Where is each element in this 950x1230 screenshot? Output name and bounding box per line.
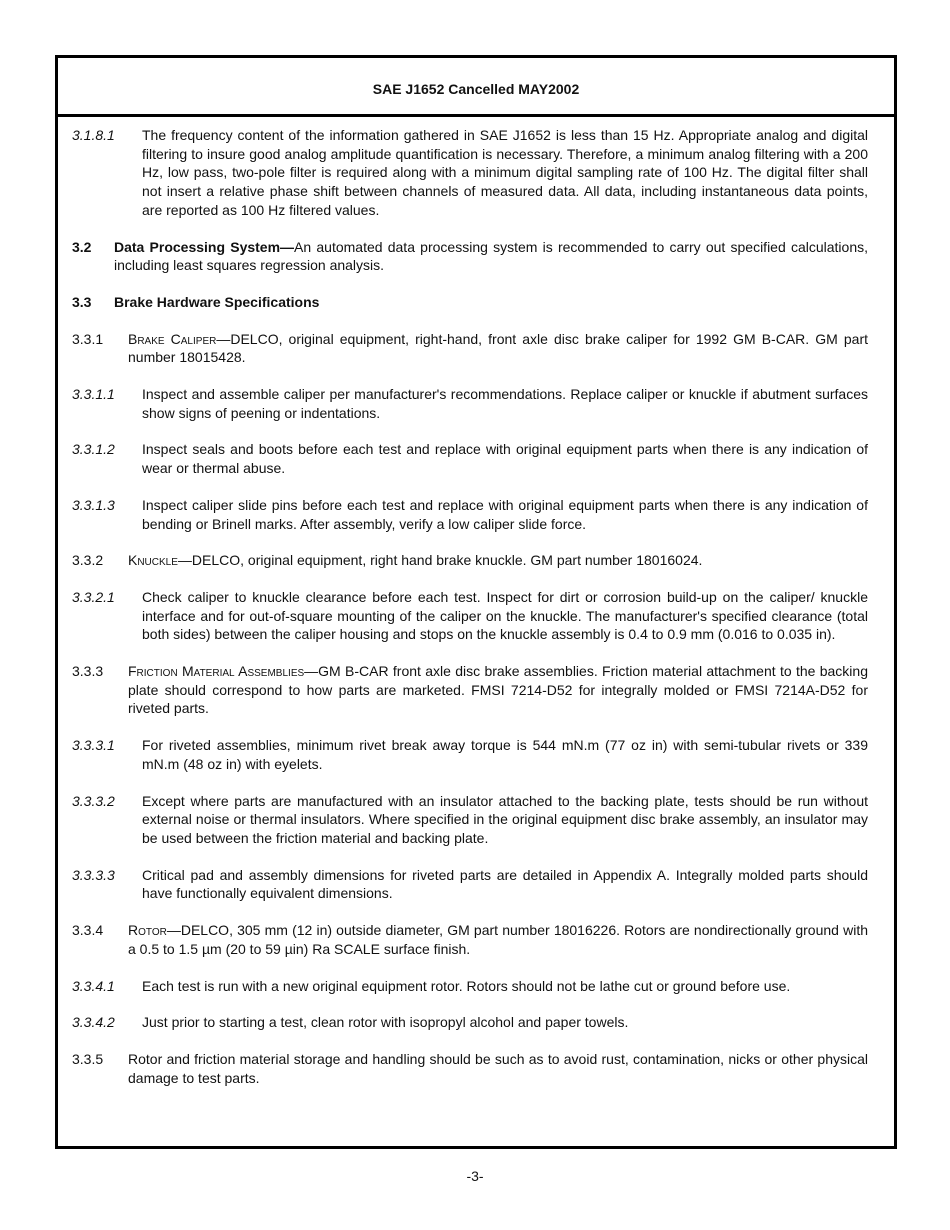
section-number: 3.3.3 (72, 663, 104, 680)
paragraph-3-3-1-2 (72, 440, 868, 477)
page-header (58, 58, 894, 117)
paragraph-3-3-4 (72, 921, 868, 958)
section-heading: Data Processing System— (114, 238, 295, 255)
section-number: 3.3.4.1 (72, 977, 115, 994)
paragraph-3-3-4-2 (72, 1013, 868, 1032)
paragraph-text: Critical pad and assembly dimensions for riveted parts are detailed in Appendix A. Integrally molded parts should have functionally equivalent dimensions. (142, 866, 868, 902)
paragraph-text: The frequency content of the information gathered in SAE J1652 is less than 15 Hz. Appropriate analog and digital filtering to insure good analog amplitude quantification is necessary. Therefore, a minimum analog filtering with a 200 Hz, low pass, two-pole filter is required along with a minimum digital sampling rate of 100 Hz. The digital filter shall not insert a relative phase shift between channels of measured data. All data, including instantaneous data points, are reported as 100 Hz filtered values. (142, 127, 868, 218)
paragraph-3-1-8-1 (72, 126, 868, 220)
paragraph-text: An automated data processing system is recommended to carry out specified calculations, including least squares regression analysis. (114, 238, 868, 274)
paragraph-text: Inspect seals and boots before each test and replace with original equipment parts when there is any indication of wear or thermal abuse. (142, 441, 868, 477)
section-number: 3.3.1.2 (72, 441, 115, 458)
paragraph-text: —DELCO, 305 mm (12 in) outside diameter, GM part number 18016226. Rotors are nondirectionally ground with a 0.5 to 1.5 µm (20 to 59 µin) Ra SCALE surface finish. (128, 922, 868, 957)
paragraph-3-3-1 (72, 330, 868, 367)
paragraph-3-3-3-1 (72, 736, 868, 773)
paragraph-3-3-1-1 (72, 385, 868, 422)
section-number: 3.3.1.3 (72, 496, 115, 513)
section-number: 3.3.2 (72, 552, 104, 569)
document-title: SAE J1652 Cancelled MAY2002 (372, 81, 580, 97)
paragraph-3-3-3 (72, 662, 868, 718)
paragraph-text: Inspect caliper slide pins before each test and replace with original equipment parts when there is any indication of bending or Brinell marks. After assembly, verify a low caliper slide force. (142, 496, 868, 532)
section-number: 3.2 (72, 238, 92, 255)
paragraph-text: Check caliper to knuckle clearance before each test. Inspect for dirt or corrosion build-up on the caliper/ knuckle interface and for out-of-square mounting of the caliper on the knuckle. The manufacturer's specified clearance (total both sides) between the caliper housing and stops on the knuckle assembly is 0.4 to 0.9 mm (0.016 to 0.035 in). (142, 588, 868, 643)
section-number: 3.1.8.1 (72, 127, 115, 143)
paragraph-text: Each test is run with a new original equipment rotor. Rotors should not be lathe cut or ground before use. (142, 977, 791, 994)
paragraph-text: —DELCO, original equipment, right hand brake knuckle. GM part number 18016024. (177, 552, 703, 569)
section-number: 3.3.2.1 (72, 588, 115, 605)
paragraph-text: Inspect and assemble caliper per manufacturer's recommendations. Replace caliper or knuckle if abutment surfaces show signs of peening or indentations. (142, 386, 868, 421)
paragraph-text: Just prior to starting a test, clean rotor with isopropyl alcohol and paper towels. (142, 1014, 629, 1031)
document-body (58, 117, 894, 1087)
section-heading: Brake Caliper (128, 330, 217, 347)
section-heading: Brake Hardware Specifications (114, 293, 320, 310)
paragraph-text: —GM B-CAR front axle disc brake assemblies. Friction material attachment to the backing plate should correspond to how parts are marketed. FMSI 7214-D52 for integrally molded or FMSI 7214A-D52 for riveted parts. (128, 663, 868, 717)
paragraph-text: —DELCO, original equipment, right-hand, front axle disc brake caliper for 1992 GM B-CAR. GM part number 18015428. (128, 330, 868, 366)
paragraph-3-3-1-3 (72, 496, 868, 533)
section-heading: Friction Material Assemblies (128, 663, 305, 680)
section-heading: Rotor (128, 922, 167, 939)
paragraph-3-3 (72, 293, 868, 312)
section-number: 3.3.5 (72, 1050, 104, 1067)
section-number: 3.3.4 (72, 922, 104, 939)
paragraph-text: Rotor and friction material storage and handling should be such as to avoid rust, contamination, nicks or other physical damage to test parts. (128, 1050, 868, 1086)
section-number: 3.3.3.2 (72, 792, 115, 809)
paragraph-3-3-4-1 (72, 977, 868, 996)
section-heading: Knuckle (128, 552, 178, 569)
section-number: 3.3.3.3 (72, 866, 115, 883)
paragraph-3-3-2 (72, 551, 868, 570)
paragraph-text: For riveted assemblies, minimum rivet break away torque is 544 mN.m (77 oz in) with semi-tubular rivets or 339 mN.m (48 oz in) with eyelets. (142, 737, 868, 772)
section-number: 3.3.1 (72, 330, 104, 347)
section-number: 3.3.3.1 (72, 737, 115, 754)
section-number: 3.3 (72, 293, 92, 310)
paragraph-3-3-2-1 (72, 588, 868, 644)
paragraph-3-3-3-3 (72, 866, 868, 903)
paragraph-3-3-3-2 (72, 792, 868, 848)
paragraph-3-2 (72, 238, 868, 275)
page-frame (55, 55, 897, 1149)
paragraph-text: Except where parts are manufactured with an insulator attached to the backing plate, tests should be run without external noise or thermal insulators. Where specified in the original equipment disc brake assembly, an insulator may be used between the friction material and backing plate. (142, 792, 868, 846)
page-number: -3- (466, 1168, 484, 1184)
paragraph-3-3-5 (72, 1050, 868, 1087)
section-number: 3.3.1.1 (72, 386, 115, 403)
section-number: 3.3.4.2 (72, 1014, 115, 1031)
